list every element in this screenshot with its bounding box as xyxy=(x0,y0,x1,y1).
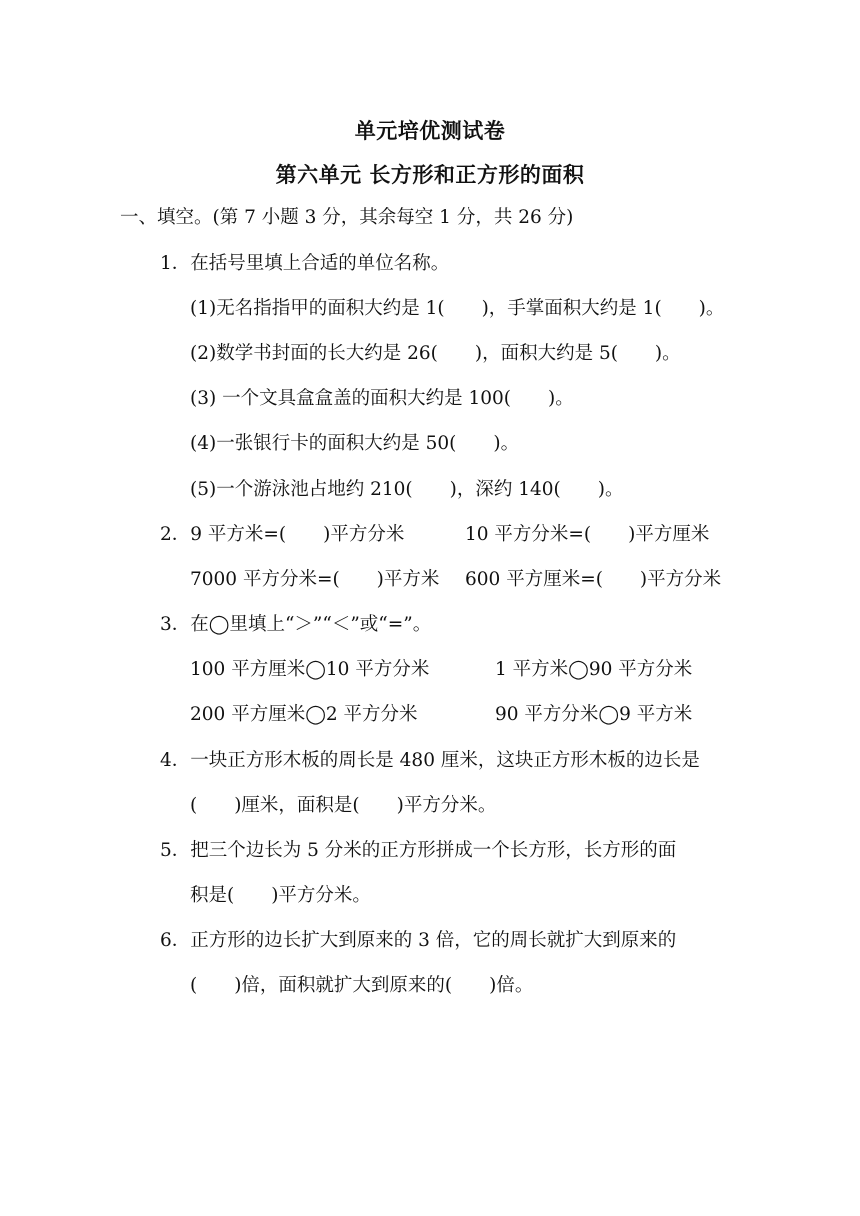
question-1-item-4: (4)一张银行卡的面积大约是 50( )。 xyxy=(190,433,520,454)
question-2-part-a: 10 平方分米=( )平方厘米 xyxy=(465,524,710,545)
question-1-item-1: (1)无名指指甲的面积大约是 1( )，手掌面积大约是 1( )。 xyxy=(190,298,725,319)
page-title: 单元培优测试卷 xyxy=(354,119,506,143)
question-1-item-2: (2)数学书封面的长大约是 26( )，面积大约是 5( )。 xyxy=(190,343,681,364)
question-1-stem: 1．在括号里填上合适的单位名称。 xyxy=(160,253,450,274)
question-1-item-3: (3) 一个文具盒盒盖的面积大约是 100( )。 xyxy=(190,388,574,409)
question-1-item-5: (5)一个游泳池占地约 210( )，深约 140( )。 xyxy=(190,479,624,500)
question-3-part-a: 100 平方厘米◯10 平方分米 xyxy=(190,659,430,680)
question-2-part-c: 600 平方厘米=( )平方分米 xyxy=(465,569,722,590)
question-2-part-b: 7000 平方分米=( )平方米 xyxy=(190,569,440,590)
question-4-line-2: ( )厘米，面积是( )平方分米。 xyxy=(190,795,497,816)
section-heading: 一、填空。(第 7 小题 3 分，其余每空 1 分，共 26 分) xyxy=(120,207,574,228)
question-6-line-2: ( )倍，面积就扩大到原来的( )倍。 xyxy=(190,975,534,996)
question-3-part-d: 90 平方分米◯9 平方米 xyxy=(495,704,693,725)
question-3-part-b: 1 平方米◯90 平方分米 xyxy=(495,659,693,680)
question-4-line-1: 4．一块正方形木板的周长是 480 厘米，这块正方形木板的边长是 xyxy=(160,750,700,771)
question-5-line-2: 积是( )平方分米。 xyxy=(190,885,371,906)
question-3-stem: 3．在◯里填上“＞”“＜”或“=”。 xyxy=(160,614,432,635)
page-subtitle: 第六单元 长方形和正方形的面积 xyxy=(275,163,585,187)
question-5-line-1: 5．把三个边长为 5 分米的正方形拼成一个长方形，长方形的面 xyxy=(160,840,677,861)
question-3-part-c: 200 平方厘米◯2 平方分米 xyxy=(190,704,418,725)
question-2-stem: 2．9 平方米=( )平方分米 xyxy=(160,524,405,545)
question-6-line-1: 6．正方形的边长扩大到原来的 3 倍，它的周长就扩大到原来的 xyxy=(160,930,677,951)
